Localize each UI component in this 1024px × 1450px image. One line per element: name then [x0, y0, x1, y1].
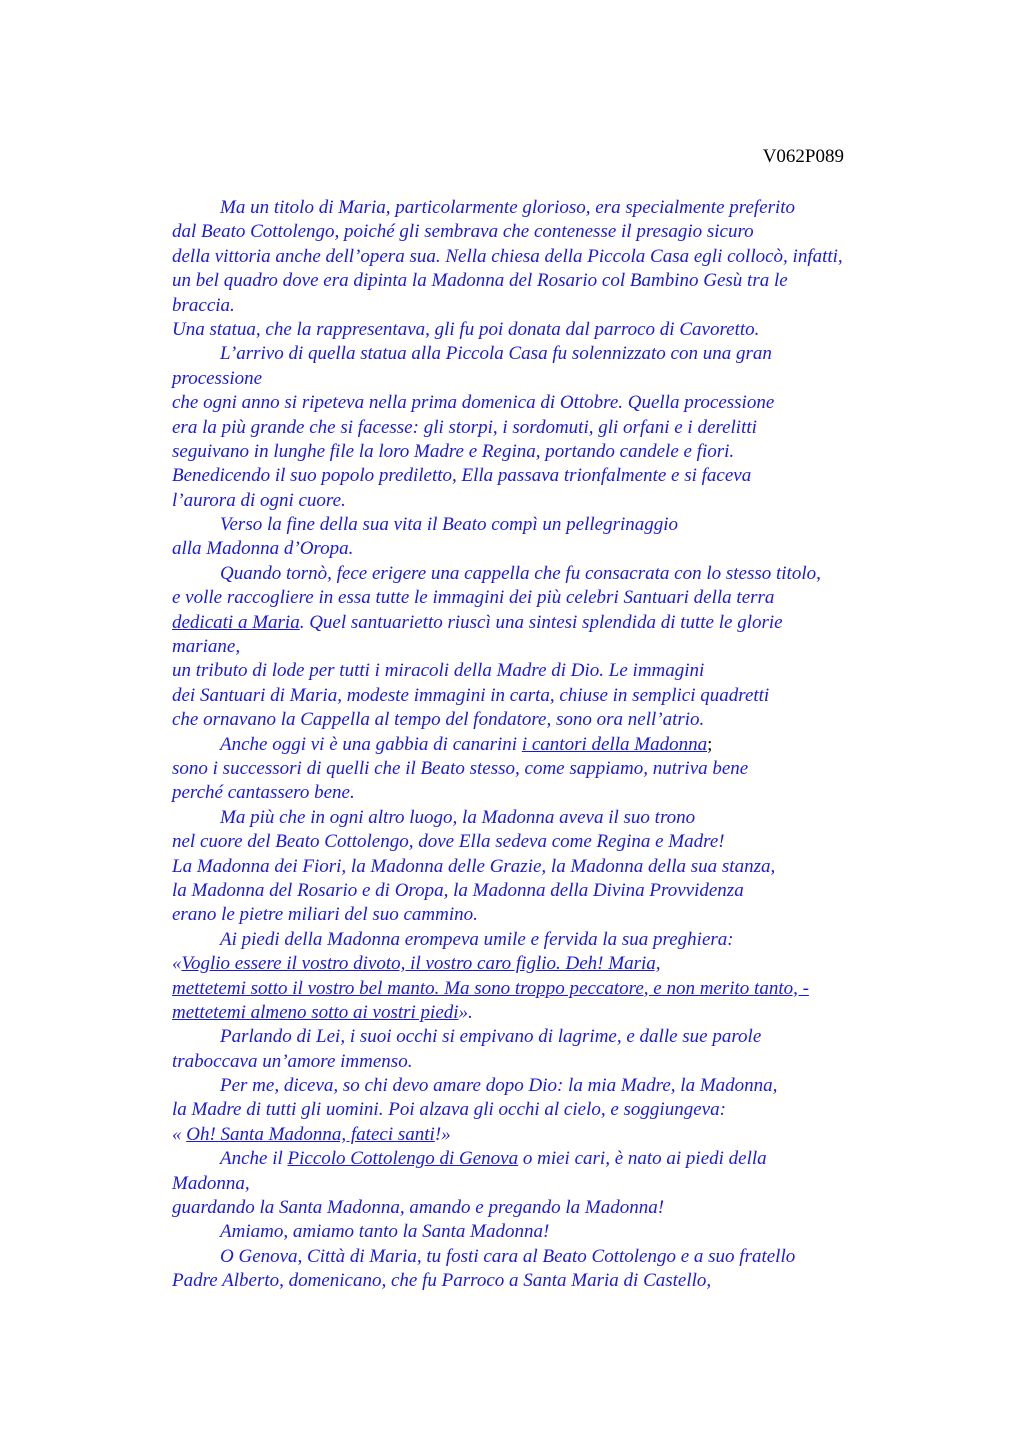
text-line: O Genova, Città di Maria, tu fosti cara al Beato Cottolengo e a suo fratello	[220, 1245, 796, 1267]
text-line: Madonna,	[172, 1172, 250, 1194]
underlined-phrase: dedicati a Maria	[172, 611, 300, 633]
text-line: seguivano in lunghe file la loro Madre e Regina, portando candele e fiori.	[172, 440, 735, 462]
underlined-quote: mettetemi almeno sotto ai vostri piedi	[172, 1001, 459, 1023]
text-line: era la più grande che si facesse: gli storpi, i sordomuti, gli orfani e i derelitti	[172, 416, 757, 438]
text-line: che ornavano la Cappella al tempo del fondatore, sono ora nell’atrio.	[172, 709, 705, 731]
text-line: che ogni anno si ripeteva nella prima domenica di Ottobre. Quella processione	[172, 392, 775, 414]
underlined-quote: Oh! Santa Madonna, fateci santi	[186, 1123, 435, 1145]
text-segment: !»	[434, 1123, 451, 1145]
text-line: La Madonna dei Fiori, la Madonna delle Grazie, la Madonna della sua stanza,	[172, 855, 776, 877]
text-line: e volle raccogliere in essa tutte le immagini dei più celebri Santuari della terra	[172, 587, 775, 609]
text-line: erano le pietre miliari del suo cammino.	[172, 904, 478, 926]
text-line: un tributo di lode per tutti i miracoli della Madre di Dio. Le immagini	[172, 660, 705, 682]
text-line: Quando tornò, fece erigere una cappella che fu consacrata con lo stesso titolo,	[220, 562, 821, 584]
text-segment: ;	[707, 733, 713, 755]
text-line: Verso la fine della sua vita il Beato compì un pellegrinaggio	[220, 514, 679, 536]
text-line: Amiamo, amiamo tanto la Santa Madonna!	[220, 1221, 550, 1243]
text-segment: Anche il	[220, 1148, 288, 1170]
text-line	[172, 611, 932, 635]
text-line: guardando la Santa Madonna, amando e pregando la Madonna!	[172, 1197, 665, 1219]
text-line	[172, 1147, 932, 1171]
text-line: Ma un titolo di Maria, particolarmente glorioso, era specialmente preferito	[220, 197, 796, 218]
text-line: dal Beato Cottolengo, poiché gli sembrava che contenesse il presagio sicuro	[172, 221, 754, 243]
text-line: l’aurora di ogni cuore.	[172, 489, 346, 511]
text-segment: Anche oggi vi è una gabbia di canarini	[220, 733, 522, 755]
text-line: Una statua, che la rappresentava, gli fu poi donata dal parroco di Cavoretto.	[172, 318, 760, 340]
text-segment: . Quel santuarietto riuscì una sintesi splendida di tutte le glorie	[299, 611, 783, 633]
text-line: la Madonna del Rosario e di Oropa, la Madonna della Divina Provvidenza	[172, 879, 744, 901]
text-line: Ma più che in ogni altro luogo, la Madonna aveva il suo trono	[220, 806, 696, 828]
text-segment: «	[172, 1123, 187, 1145]
text-line: nel cuore del Beato Cottolengo, dove Ella sedeva come Regina e Madre!	[172, 831, 725, 853]
text-line: la Madre di tutti gli uomini. Poi alzava gli occhi al cielo, e soggiungeva:	[172, 1099, 726, 1121]
text-segment: «	[172, 953, 182, 975]
underlined-quote: Voglio essere il vostro divoto, il vostro caro figlio. Deh! Maria,	[181, 953, 661, 975]
text-line: un bel quadro dove era dipinta la Madonna del Rosario col Bambino Gesù tra le	[172, 270, 788, 292]
text-line: sono i successori di quelli che il Beato stesso, come sappiamo, nutriva bene	[172, 757, 749, 779]
text-line	[172, 733, 932, 757]
text-line: Padre Alberto, domenicano, che fu Parroco a Santa Maria di Castello,	[172, 1270, 712, 1292]
text-segment: ».	[458, 1001, 473, 1023]
underlined-quote: mettetemi sotto il vostro bel manto. Ma sono troppo peccatore, e non merito tanto, -	[172, 977, 809, 999]
text-line: alla Madonna d’Oropa.	[172, 538, 354, 560]
text-line: Benedicendo il suo popolo prediletto, Ella passava trionfalmente e si faceva	[172, 465, 752, 487]
text-line: Parlando di Lei, i suoi occhi si empivano di lagrime, e dalle sue parole	[220, 1026, 762, 1048]
text-line	[172, 1001, 932, 1025]
body-text	[172, 196, 932, 1294]
text-line: traboccava un’amore immenso.	[172, 1050, 413, 1072]
text-line	[172, 952, 932, 976]
page-code: V062P089	[762, 146, 844, 167]
text-line: perché cantassero bene.	[172, 782, 355, 804]
underlined-phrase: Piccolo Cottolengo di Genova	[287, 1148, 519, 1170]
text-line: Ai piedi della Madonna erompeva umile e fervida la sua preghiera:	[220, 928, 734, 950]
text-line: L’arrivo di quella statua alla Piccola Casa fu solennizzato con una gran	[220, 343, 772, 365]
text-line: processione	[172, 367, 263, 389]
text-segment: o miei cari, è nato ai piedi della	[518, 1148, 767, 1170]
text-line: della vittoria anche dell’opera sua. Nella chiesa della Piccola Casa egli collocò, infatti,	[172, 245, 843, 267]
text-line: mariane,	[172, 636, 241, 658]
text-line	[172, 1123, 932, 1147]
text-line: dei Santuari di Maria, modeste immagini in carta, chiuse in semplici quadretti	[172, 684, 770, 706]
underlined-phrase: i cantori della Madonna	[521, 733, 708, 755]
text-line: braccia.	[172, 294, 235, 316]
text-line: Per me, diceva, so chi devo amare dopo Dio: la mia Madre, la Madonna,	[220, 1075, 778, 1097]
